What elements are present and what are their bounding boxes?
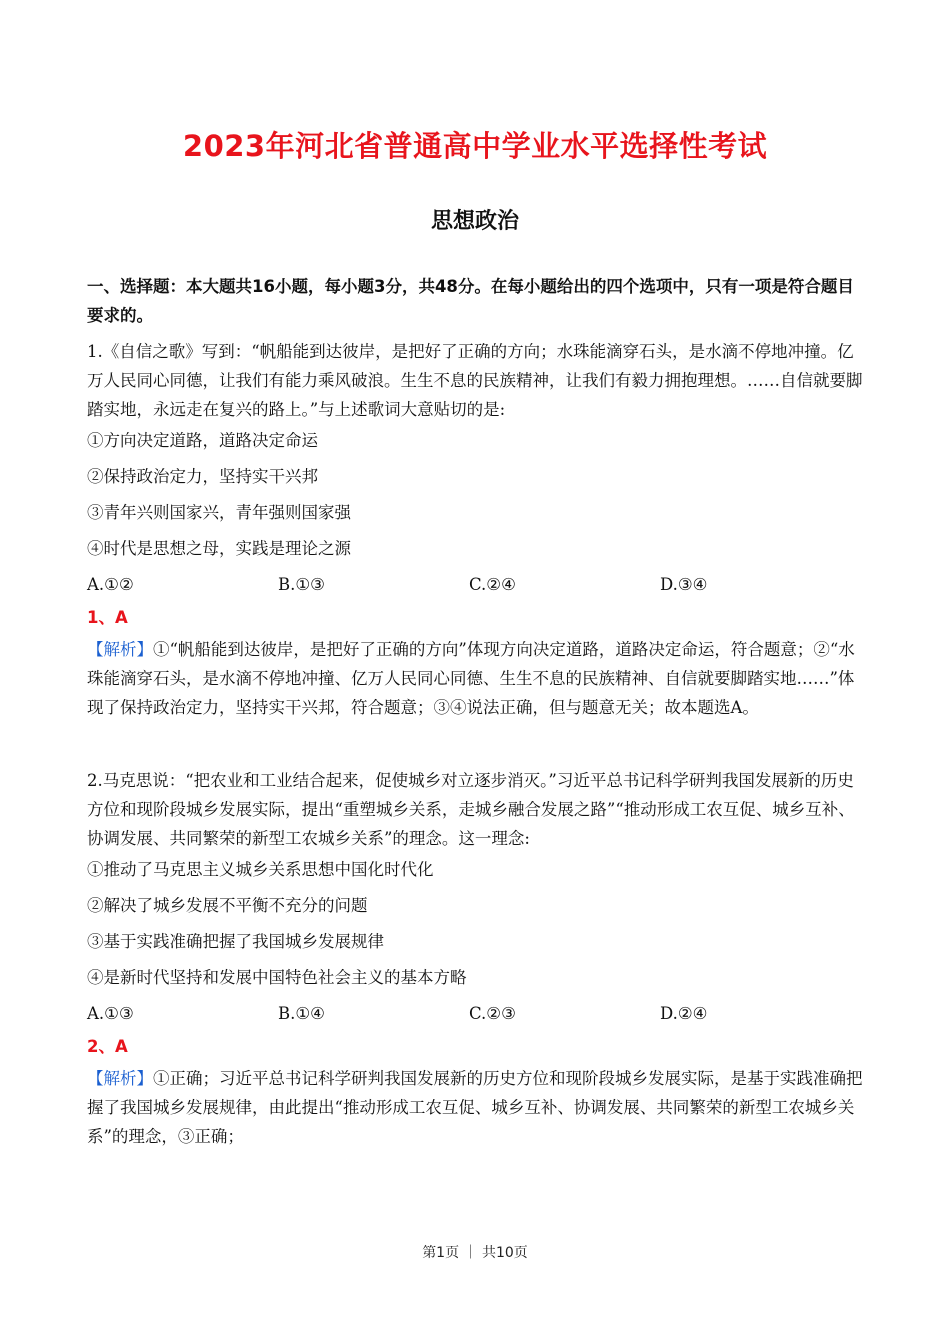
answer-choices <box>87 573 867 597</box>
statement-option: ③基于实践准确把握了我国城乡发展规律 <box>87 932 384 951</box>
choice-b: B.①④ <box>278 1004 325 1023</box>
analysis-tag: 【解析】 <box>87 640 153 659</box>
answer-key: 1、A <box>87 608 128 627</box>
question-2 <box>87 766 867 1151</box>
choice-c: C.②③ <box>469 1004 516 1023</box>
choice-b: B.①③ <box>278 575 325 594</box>
choice-c: C.②④ <box>469 575 516 594</box>
analysis-text <box>87 635 867 722</box>
statement-option: ①推动了马克思主义城乡关系思想中国化时代化 <box>87 860 434 879</box>
choice-a: A.①② <box>87 575 134 594</box>
statement-option: ③青年兴则国家兴，青年强则国家强 <box>87 503 351 522</box>
question-stem: 2.马克思说：“把农业和工业结合起来，促使城乡对立逐步消灭。”习近平总书记科学研判我国发展新的历史方位和现阶段城乡发展实际，提出“重塑城乡关系，走城乡融合发展之路”“推动形成工农互促、城乡互补、协调发展、共同繁荣的新型工农城乡关系”的理念。这一理念: <box>87 771 855 848</box>
question-stem: 1.《自信之歌》写到：“帆船能到达彼岸，是把好了正确的方向；水珠能滴穿石头，是水滴不停地冲撞。亿万人民同心同德，让我们有能力乘风破浪。生生不息的民族精神，让我们有毅力拥抱理想。……自信就要脚踏实地，永远走在复兴的路上。”与上述歌词大意贴切的是: <box>87 342 863 419</box>
statement-option: ④是新时代坚持和发展中国特色社会主义的基本方略 <box>87 968 467 987</box>
answer-choices <box>87 1002 867 1026</box>
subject-title: 思想政治 <box>430 209 519 234</box>
statement-option: ②保持政治定力，坚持实干兴邦 <box>87 467 318 486</box>
statement-option: ④时代是思想之母，实践是理论之源 <box>87 539 351 558</box>
exam-content <box>87 272 867 1151</box>
statement-option: ②解决了城乡发展不平衡不充分的问题 <box>87 896 368 915</box>
choice-d: D.③④ <box>660 575 708 594</box>
section-heading: 一、选择题：本大题共16小题，每小题3分，共48分。在每小题给出的四个选项中，只有一项是符合题目要求的。 <box>87 277 854 325</box>
statement-option: ①方向决定道路，道路决定命运 <box>87 431 318 450</box>
spacer <box>87 722 867 766</box>
exam-title: 2023年河北省普通高中学业水平选择性考试 <box>182 129 768 163</box>
analysis-tag: 【解析】 <box>87 1069 153 1088</box>
choice-d: D.②④ <box>660 1004 708 1023</box>
analysis-body: ①正确；习近平总书记科学研判我国发展新的历史方位和现阶段城乡发展实际，是基于实践准确把握了我国城乡发展规律，由此提出“推动形成工农互促、城乡互补、协调发展、共同繁荣的新型工农城乡关系”的理念，③正确； <box>87 1069 863 1146</box>
page-footer: 第1页 ｜ 共10页 <box>422 1245 528 1261</box>
analysis-body: ①“帆船能到达彼岸，是把好了正确的方向”体现方向决定道路，道路决定命运，符合题意；②“水珠能滴穿石头，是水滴不停地冲撞、亿万人民同心同德、生生不息的民族精神、自信就要脚踏实地……”体现了保持政治定力，坚持实干兴邦，符合题意；③④说法正确，但与题意无关；故本题选A。 <box>87 640 855 717</box>
choice-a: A.①③ <box>87 1004 134 1023</box>
question-1 <box>87 337 867 722</box>
analysis-text <box>87 1064 867 1151</box>
answer-key: 2、A <box>87 1037 128 1056</box>
